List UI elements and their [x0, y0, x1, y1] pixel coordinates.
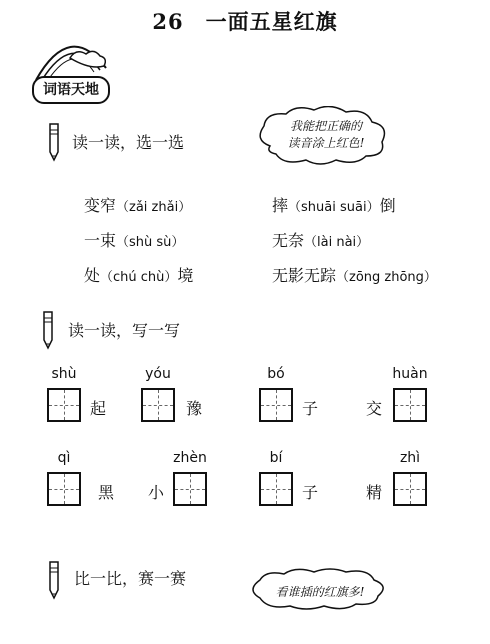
pencil-icon — [46, 560, 62, 600]
given-char: 豫 — [186, 399, 203, 418]
given-char: 精 — [366, 483, 383, 502]
writing-box[interactable] — [393, 388, 427, 422]
pinyin-label: yóu — [145, 366, 171, 382]
choose-item-1 — [84, 193, 191, 216]
pinyin-label: qì — [57, 450, 71, 466]
choose-item-6 — [272, 263, 437, 286]
writing-box[interactable] — [141, 388, 175, 422]
pinyin-label: huàn — [392, 366, 428, 382]
writing-box[interactable] — [393, 472, 427, 506]
pinyin-options[interactable]: （zōng zhōng） — [336, 270, 437, 285]
word-post: 倒 — [379, 196, 396, 215]
pinyin-label: zhèn — [173, 450, 207, 466]
section-badge: 词语天地 — [32, 76, 110, 104]
word-pre: 处 — [84, 266, 101, 285]
given-char: 子 — [302, 483, 319, 502]
choose-item-2 — [272, 193, 396, 216]
section-title-compare: 比一比，赛一赛 — [74, 569, 187, 588]
section-title-read-write: 读一读，写一写 — [68, 321, 181, 340]
writing-box[interactable] — [47, 388, 81, 422]
writing-box[interactable] — [173, 472, 207, 506]
pinyin-options[interactable]: （lài nài） — [304, 235, 370, 250]
cloud-1-line-2: 读音涂上红色! — [287, 136, 365, 150]
given-char: 交 — [366, 399, 383, 418]
word-pre: 摔 — [272, 196, 289, 215]
choose-item-4 — [272, 228, 369, 251]
pinyin-options[interactable]: （shuāi suāi） — [288, 200, 380, 215]
given-char: 子 — [302, 399, 319, 418]
pinyin-options[interactable]: （chú chù） — [100, 270, 178, 285]
writing-box[interactable] — [47, 472, 81, 506]
writing-box[interactable] — [259, 388, 293, 422]
word-pre: 无奈 — [272, 231, 305, 250]
pinyin-options[interactable]: （shù sù） — [116, 235, 185, 250]
word-pre: 变窄 — [84, 196, 117, 215]
word-pre: 无影无踪 — [272, 266, 337, 285]
given-char: 起 — [90, 399, 107, 418]
given-char: 黑 — [98, 483, 115, 502]
choose-item-5 — [84, 263, 193, 286]
given-char: 小 — [148, 483, 165, 502]
word-pre: 一束 — [84, 231, 117, 250]
lesson-number: 26 — [152, 9, 184, 34]
cloud-text-2: 看谁插的红旗多! — [275, 585, 365, 599]
pinyin-label: shù — [51, 366, 77, 382]
cloud-text-1 — [262, 118, 390, 152]
pinyin-label: bó — [267, 366, 285, 382]
pencil-icon — [40, 310, 56, 350]
pencil-icon — [46, 122, 62, 162]
section-title-read-choose: 读一读，选一选 — [72, 133, 185, 152]
writing-box[interactable] — [259, 472, 293, 506]
pinyin-label: bí — [269, 450, 283, 466]
word-post: 境 — [177, 266, 194, 285]
choose-item-3 — [84, 228, 184, 251]
pinyin-label: zhì — [399, 450, 421, 466]
pinyin-options[interactable]: （zǎi zhǎi） — [116, 200, 192, 215]
cloud-1-line-1: 我能把正确的 — [289, 119, 362, 133]
lesson-title: 一面五星红旗 — [205, 9, 338, 34]
